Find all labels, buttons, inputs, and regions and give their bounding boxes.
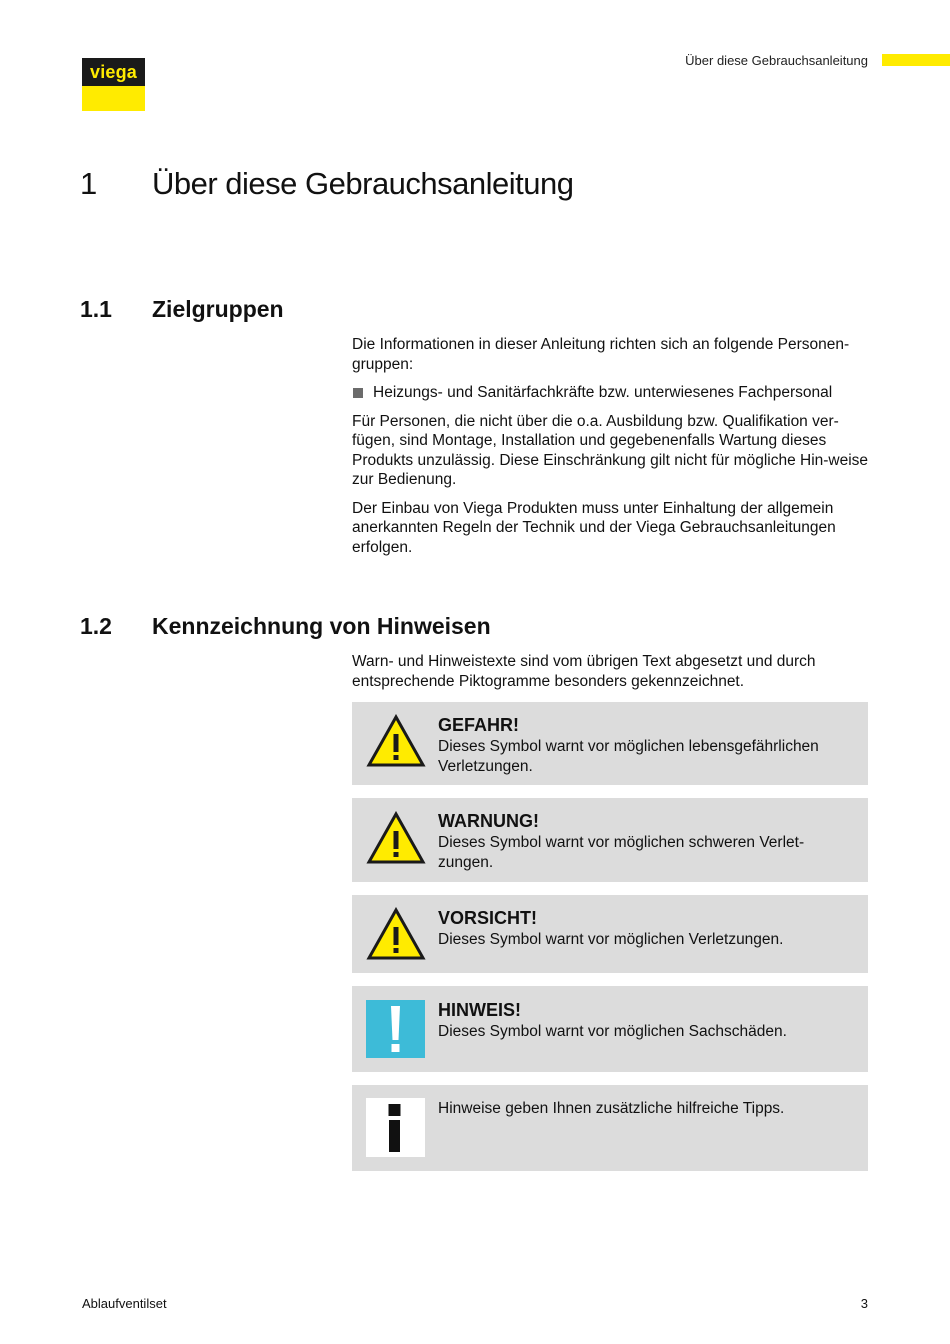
chapter-title: Über diese Gebrauchsanleitung bbox=[152, 166, 574, 201]
warning-triangle-icon bbox=[366, 714, 426, 768]
logo-text: viega bbox=[89, 61, 138, 82]
footer-product-name: Ablaufventilset bbox=[82, 1296, 167, 1311]
section-title: Kennzeichnung von Hinweisen bbox=[152, 613, 491, 639]
header-accent-bar bbox=[882, 54, 950, 66]
notice-text: Dieses Symbol warnt vor möglichen lebensgefährlichen Verletzungen. bbox=[438, 738, 819, 775]
notice-title: VORSICHT! bbox=[438, 908, 537, 928]
notice-text: Dieses Symbol warnt vor möglichen Sachschäden. bbox=[438, 1023, 787, 1040]
notice-title: GEFAHR! bbox=[438, 715, 519, 735]
paragraph: Warn- und Hinweistexte sind vom übrigen Text abgesetzt und durch entsprechende Piktogramme besonders gekennzeichnet. bbox=[352, 653, 816, 690]
paragraph: Die Informationen in dieser Anleitung richten sich an folgende Personen-gruppen: bbox=[352, 336, 850, 373]
paragraph: Der Einbau von Viega Produkten muss unter Einhaltung der allgemein anerkannten Regeln der Technik und der Viega Gebrauchsanleitungen erfolgen. bbox=[352, 499, 836, 556]
notice-caution bbox=[352, 895, 868, 973]
notice-title: HINWEIS! bbox=[438, 1000, 521, 1020]
page-number: 3 bbox=[860, 1296, 868, 1311]
notice-info bbox=[352, 986, 868, 1072]
chapter-number: 1 bbox=[80, 166, 98, 201]
warning-triangle-icon bbox=[366, 811, 426, 865]
bullet-item bbox=[352, 383, 872, 403]
logo-yellow-bar bbox=[82, 86, 145, 111]
notice-title: WARNUNG! bbox=[438, 811, 539, 831]
info-icon bbox=[366, 1098, 425, 1157]
notice-text: Dieses Symbol warnt vor möglichen Verletzungen. bbox=[438, 931, 784, 948]
viega-logo bbox=[82, 58, 145, 86]
section-number: 1.1 bbox=[80, 296, 112, 322]
notice-danger bbox=[352, 702, 868, 785]
bullet-square-icon bbox=[353, 388, 363, 398]
section-intro bbox=[352, 652, 872, 691]
section-body bbox=[352, 335, 872, 557]
running-header: Über diese Gebrauchsanleitung bbox=[685, 53, 868, 68]
section-number: 1.2 bbox=[80, 613, 112, 639]
notice-tip bbox=[352, 1085, 868, 1171]
warning-triangle-icon bbox=[366, 907, 426, 961]
paragraph: Für Personen, die nicht über die o.a. Ausbildung bzw. Qualifikation ver-fügen, sind Montage, Installation und gegebenenfalls Wartung dieses Produkts unzulässig. Diese Einschränkung gilt nicht für mögliche Hin-weise zur Bedienung. bbox=[352, 412, 869, 488]
notice-warning bbox=[352, 798, 868, 882]
section-title: Zielgruppen bbox=[152, 296, 284, 322]
exclamation-square-icon bbox=[366, 1000, 425, 1058]
notice-text: Dieses Symbol warnt vor möglichen schweren Verlet-zungen. bbox=[438, 834, 805, 871]
notice-text: Hinweise geben Ihnen zusätzliche hilfreiche Tipps. bbox=[438, 1100, 785, 1117]
bullet-text: Heizungs- und Sanitärfachkräfte bzw. unterwiesenes Fachpersonal bbox=[373, 384, 833, 401]
